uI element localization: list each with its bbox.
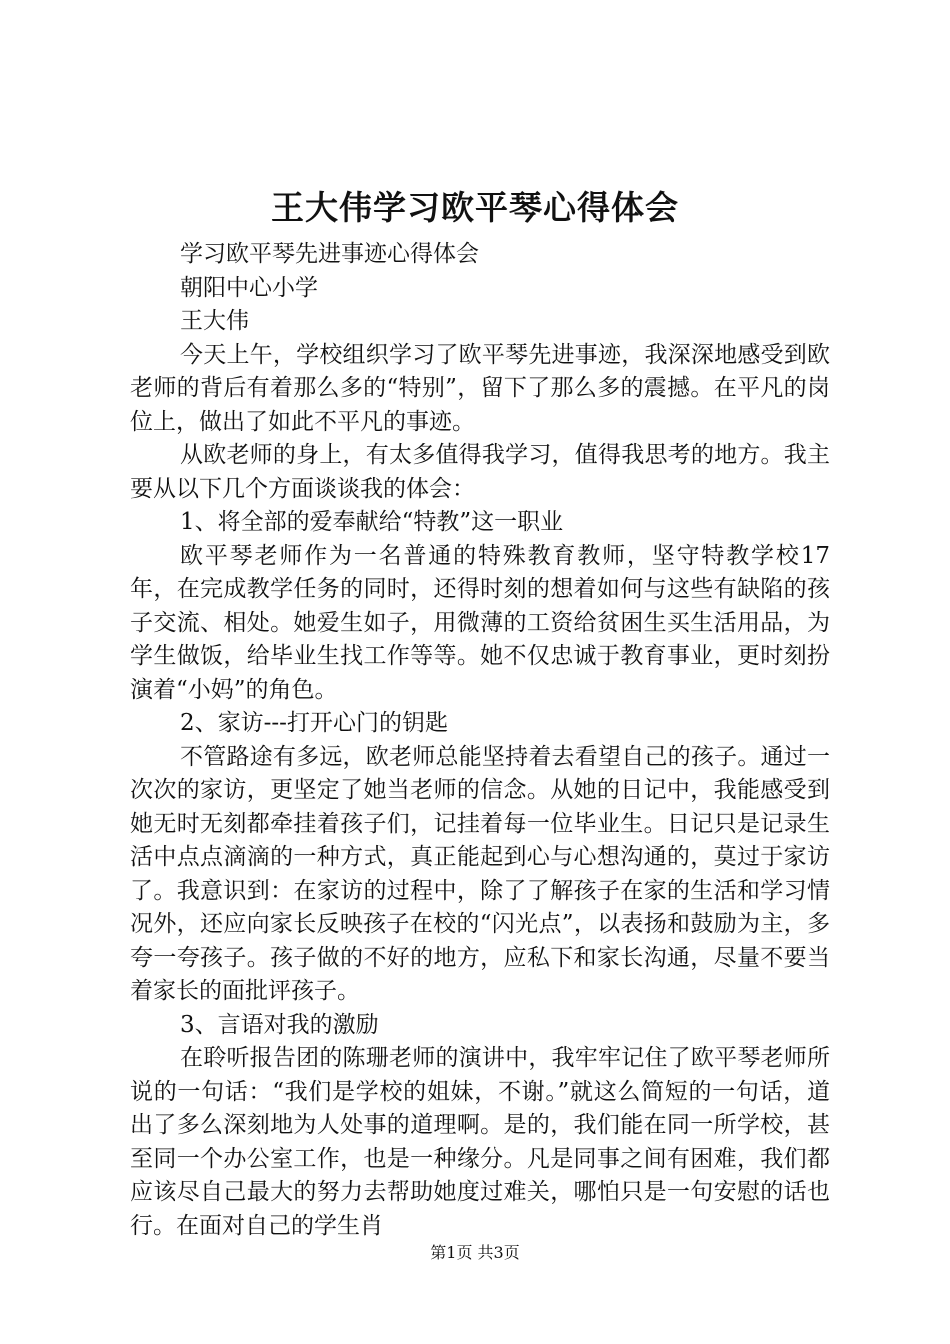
paragraph: 欧平琴老师作为一名普通的特殊教育教师，坚守特教学校17年，在完成教学任务的同时，还得时刻的想着如何与这些有缺陷的孩子交流、相处。她爱生如子，用微薄的工资给贫困生买生活用品，为学生做饭，给毕业生找工作等等。她不仅忠诚于教育事业，更时刻扮演着“小妈”的角色。 bbox=[130, 542, 830, 703]
paragraph: 不管路途有多远，欧老师总能坚持着去看望自己的孩子。通过一次次的家访，更坚定了她当老师的信念。从她的日记中，我能感受到她无时无刻都牵挂着孩子们，记挂着每一位毕业生。日记只是记录生活中点点滴滴的一种方式，真正能起到心与心想沟通的，莫过于家访了。我意识到：在家访的过程中，除了了解孩子在家的生活和学习情况外，还应向家长反映孩子在校的“闪光点”，以表扬和鼓励为主，多夸一夸孩子。孩子做的不好的地方，应私下和家长沟通，尽量不要当着家长的面批评孩子。 bbox=[130, 743, 830, 1004]
page-number: 第1页 共3页 bbox=[430, 1243, 520, 1262]
section-heading: 1、将全部的爱奉献给“特教”这一职业 bbox=[180, 509, 564, 535]
author-name: 王大伟 bbox=[180, 308, 249, 334]
paragraph: 从欧老师的身上，有太多值得我学习，值得我思考的地方。我主要从以下几个方面谈谈我的体会： bbox=[130, 442, 830, 502]
paragraph: 在聆听报告团的陈珊老师的演讲中，我牢牢记住了欧平琴老师所说的一句话：“我们是学校的姐妹，不谢。”就这么简短的一句话，道出了多么深刻地为人处事的道理啊。是的，我们能在同一所学校，甚至同一个办公室工作，也是一种缘分。凡是同事之间有困难，我们都应该尽自己最大的努力去帮助她度过难关，哪怕只是一句安慰的话也行。在面对自己的学生肖 bbox=[130, 1045, 830, 1239]
school-name: 朝阳中心小学 bbox=[180, 274, 318, 301]
document-title: 王大伟学习欧平琴心得体会 bbox=[271, 188, 679, 227]
subtitle: 学习欧平琴先进事迹心得体会 bbox=[180, 241, 479, 267]
section-heading: 3、言语对我的激励 bbox=[180, 1011, 379, 1038]
paragraph: 今天上午，学校组织学习了欧平琴先进事迹，我深深地感受到欧老师的背后有着那么多的“特别”，留下了那么多的震撼。在平凡的岗位上，做出了如此不平凡的事迹。 bbox=[130, 341, 830, 435]
document-body bbox=[130, 238, 830, 1243]
section-heading: 2、家访---打开心门的钥匙 bbox=[180, 710, 448, 736]
